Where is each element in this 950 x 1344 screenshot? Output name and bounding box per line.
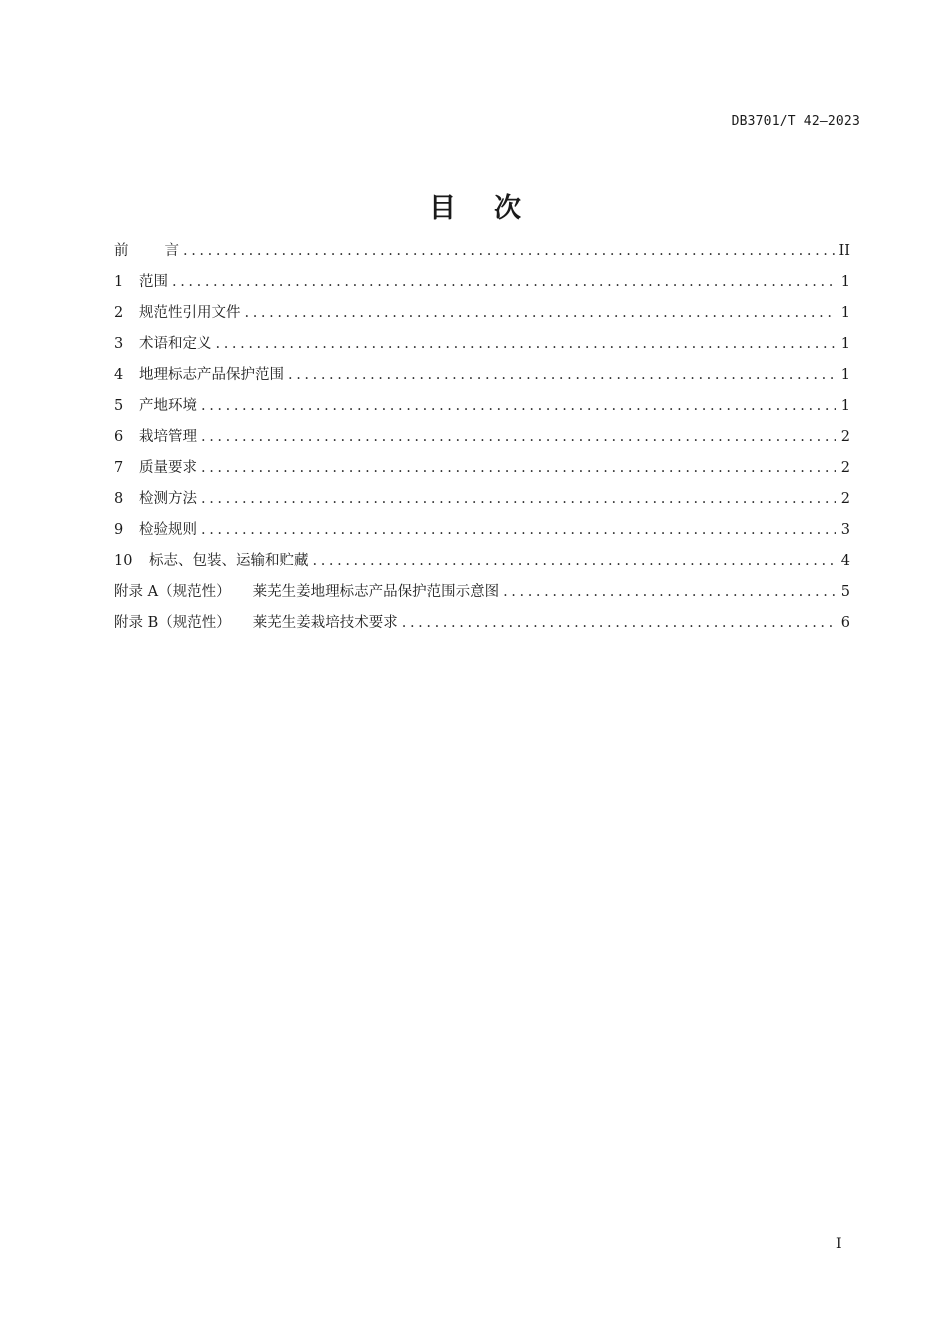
toc-page-number: 1 <box>840 305 850 321</box>
page-title <box>0 186 950 225</box>
toc-label: 莱芜生姜地理标志产品保护范围示意图 <box>252 584 500 600</box>
toc-label: 质量要求 <box>139 460 197 476</box>
toc-leader-dots <box>201 515 836 546</box>
toc-number: 3 <box>114 336 124 352</box>
title-char-1: 目 <box>429 193 456 224</box>
toc-leader-dots <box>288 360 836 391</box>
toc-page-number: 3 <box>840 522 850 538</box>
toc-number: 7 <box>114 460 124 476</box>
toc-label: 规范性引用文件 <box>139 305 241 321</box>
toc-entry-annex-b[interactable] <box>114 608 850 639</box>
toc-entry-foreword[interactable] <box>114 236 850 267</box>
toc-page-number: 1 <box>840 336 850 352</box>
toc-page-number: 4 <box>840 553 850 569</box>
document-code: DB3701/T 42—2023 <box>731 114 860 129</box>
toc-entry[interactable] <box>114 267 850 298</box>
toc-number: 5 <box>114 398 124 414</box>
toc-annex-prefix: 附录 A（规范性） <box>114 584 231 600</box>
toc-number: 8 <box>114 491 124 507</box>
toc-label: 前 言 <box>114 243 179 259</box>
toc-page-number: 1 <box>840 367 850 383</box>
toc-leader-dots <box>201 391 836 422</box>
toc-label: 术语和定义 <box>139 336 212 352</box>
toc-entry[interactable] <box>114 391 850 422</box>
toc-number: 9 <box>114 522 124 538</box>
toc-number: 2 <box>114 305 124 321</box>
toc-page-number: 1 <box>840 274 850 290</box>
table-of-contents <box>114 236 850 639</box>
toc-entry[interactable] <box>114 453 850 484</box>
toc-label: 产地环境 <box>139 398 197 414</box>
toc-label: 地理标志产品保护范围 <box>139 367 284 383</box>
toc-leader-dots <box>201 453 836 484</box>
toc-leader-dots <box>216 329 837 360</box>
toc-leader-dots <box>245 298 837 329</box>
toc-entry[interactable] <box>114 329 850 360</box>
toc-leader-dots <box>183 236 835 267</box>
toc-label: 检验规则 <box>139 522 197 538</box>
toc-entry[interactable] <box>114 422 850 453</box>
toc-page-number: 1 <box>840 398 850 414</box>
toc-page-number: 2 <box>840 429 850 445</box>
toc-label: 范围 <box>139 274 168 290</box>
toc-label: 检测方法 <box>139 491 197 507</box>
toc-leader-dots <box>313 546 837 577</box>
toc-leader-dots <box>402 608 836 639</box>
toc-number: 6 <box>114 429 124 445</box>
toc-entry[interactable] <box>114 515 850 546</box>
title-char-2: 次 <box>494 193 521 224</box>
toc-entry-annex-a[interactable] <box>114 577 850 608</box>
toc-page-number: 6 <box>840 615 850 631</box>
toc-number: 4 <box>114 367 124 383</box>
toc-label: 栽培管理 <box>139 429 197 445</box>
toc-entry[interactable] <box>114 546 850 577</box>
toc-leader-dots <box>503 577 836 608</box>
toc-label: 莱芜生姜栽培技术要求 <box>252 615 398 631</box>
toc-number: 1 <box>114 274 124 290</box>
toc-label: 标志、包装、运输和贮藏 <box>149 553 309 569</box>
toc-page-number: 2 <box>840 491 850 507</box>
toc-page-number: II <box>838 243 850 259</box>
toc-number: 10 <box>114 553 133 569</box>
toc-page-number: 5 <box>840 584 850 600</box>
toc-entry[interactable] <box>114 298 850 329</box>
toc-entry[interactable] <box>114 484 850 515</box>
toc-leader-dots <box>172 267 836 298</box>
toc-leader-dots <box>201 422 836 453</box>
toc-annex-prefix: 附录 B（规范性） <box>114 615 231 631</box>
footer-page-number: I <box>836 1236 842 1252</box>
toc-page-number: 2 <box>840 460 850 476</box>
toc-leader-dots <box>201 484 836 515</box>
toc-entry[interactable] <box>114 360 850 391</box>
